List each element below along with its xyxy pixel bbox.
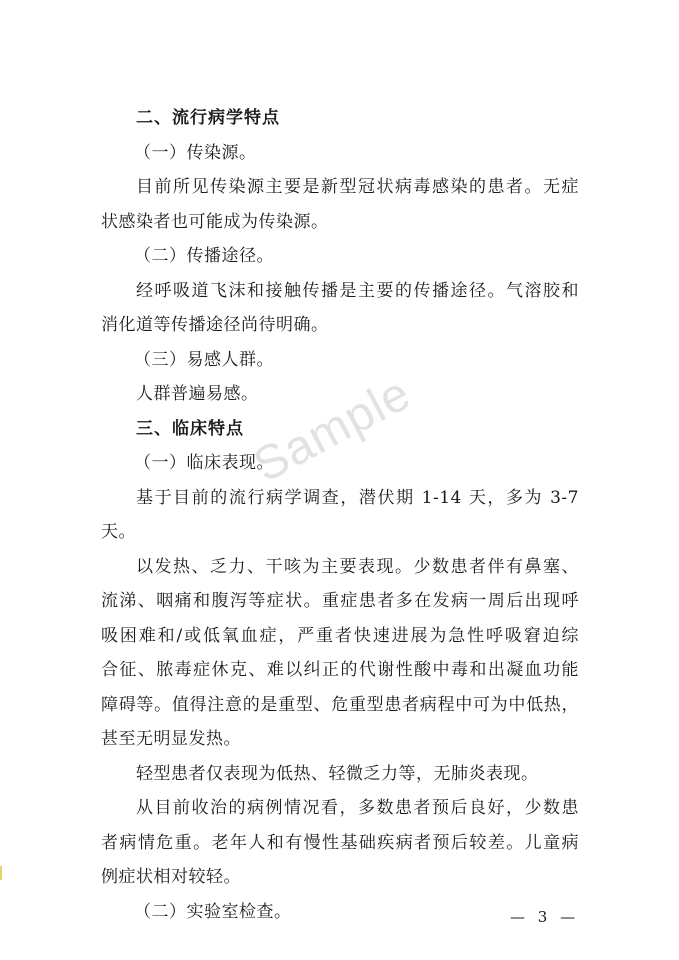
- subsection-heading: （一）临床表现。: [134, 453, 274, 473]
- paragraph-line: 基于目前的流行病学调查，潜伏期 1-14 天，多为 3-7: [136, 487, 579, 508]
- paragraph-line: 流涕、咽痛和腹泻等症状。重症患者多在发病一周后出现呼: [101, 591, 579, 611]
- paragraph-line: 例症状相对较轻。: [101, 867, 241, 887]
- page-number: — 3 —: [510, 908, 580, 926]
- subsection-heading: （二）传播途径。: [134, 246, 274, 266]
- subsection-heading: （二）实验室检查。: [134, 901, 292, 922]
- paragraph-line: 天。: [101, 522, 136, 542]
- paragraph-line: 障碍等。值得注意的是重型、危重型患者病程中可为中低热，: [101, 694, 579, 715]
- subsection-heading: （一）传染源。: [134, 142, 257, 163]
- section-heading: 二、流行病学特点: [136, 108, 280, 128]
- paragraph-line: 状感染者也可能成为传染源。: [101, 211, 329, 232]
- paragraph-line: 从目前收治的病例情况看，多数患者预后良好，少数患: [136, 798, 579, 818]
- paragraph-line: 者病情危重。老年人和有慢性基础疾病者预后较差。儿童病: [101, 832, 579, 853]
- paragraph-line: 经呼吸道飞沫和接触传播是主要的传播途径。气溶胶和: [136, 280, 579, 301]
- sample-watermark: Sample: [245, 366, 420, 493]
- scan-edge-mark: [0, 866, 2, 880]
- paragraph-line: 人群普遍易感。: [136, 384, 259, 404]
- paragraph-line: 轻型患者仅表现为低热、轻微乏力等，无肺炎表现。: [136, 763, 539, 784]
- document-body: [101, 101, 579, 929]
- paragraph-line: 以发热、乏力、干咳为主要表现。少数患者伴有鼻塞、: [136, 556, 579, 577]
- paragraph-line: 消化道等传播途径尚待明确。: [101, 315, 329, 335]
- section-heading: 三、临床特点: [136, 418, 244, 439]
- subsection-heading: （三）易感人群。: [134, 349, 274, 370]
- paragraph-line: 甚至无明显发热。: [101, 729, 241, 749]
- paragraph-line: 目前所见传染源主要是新型冠状病毒感染的患者。无症: [136, 177, 579, 197]
- paragraph-line: 合征、脓毒症休克、难以纠正的代谢性酸中毒和出凝血功能: [101, 660, 579, 680]
- paragraph-line: 吸困难和/或低氧血症，严重者快速进展为急性呼吸窘迫综: [101, 625, 579, 646]
